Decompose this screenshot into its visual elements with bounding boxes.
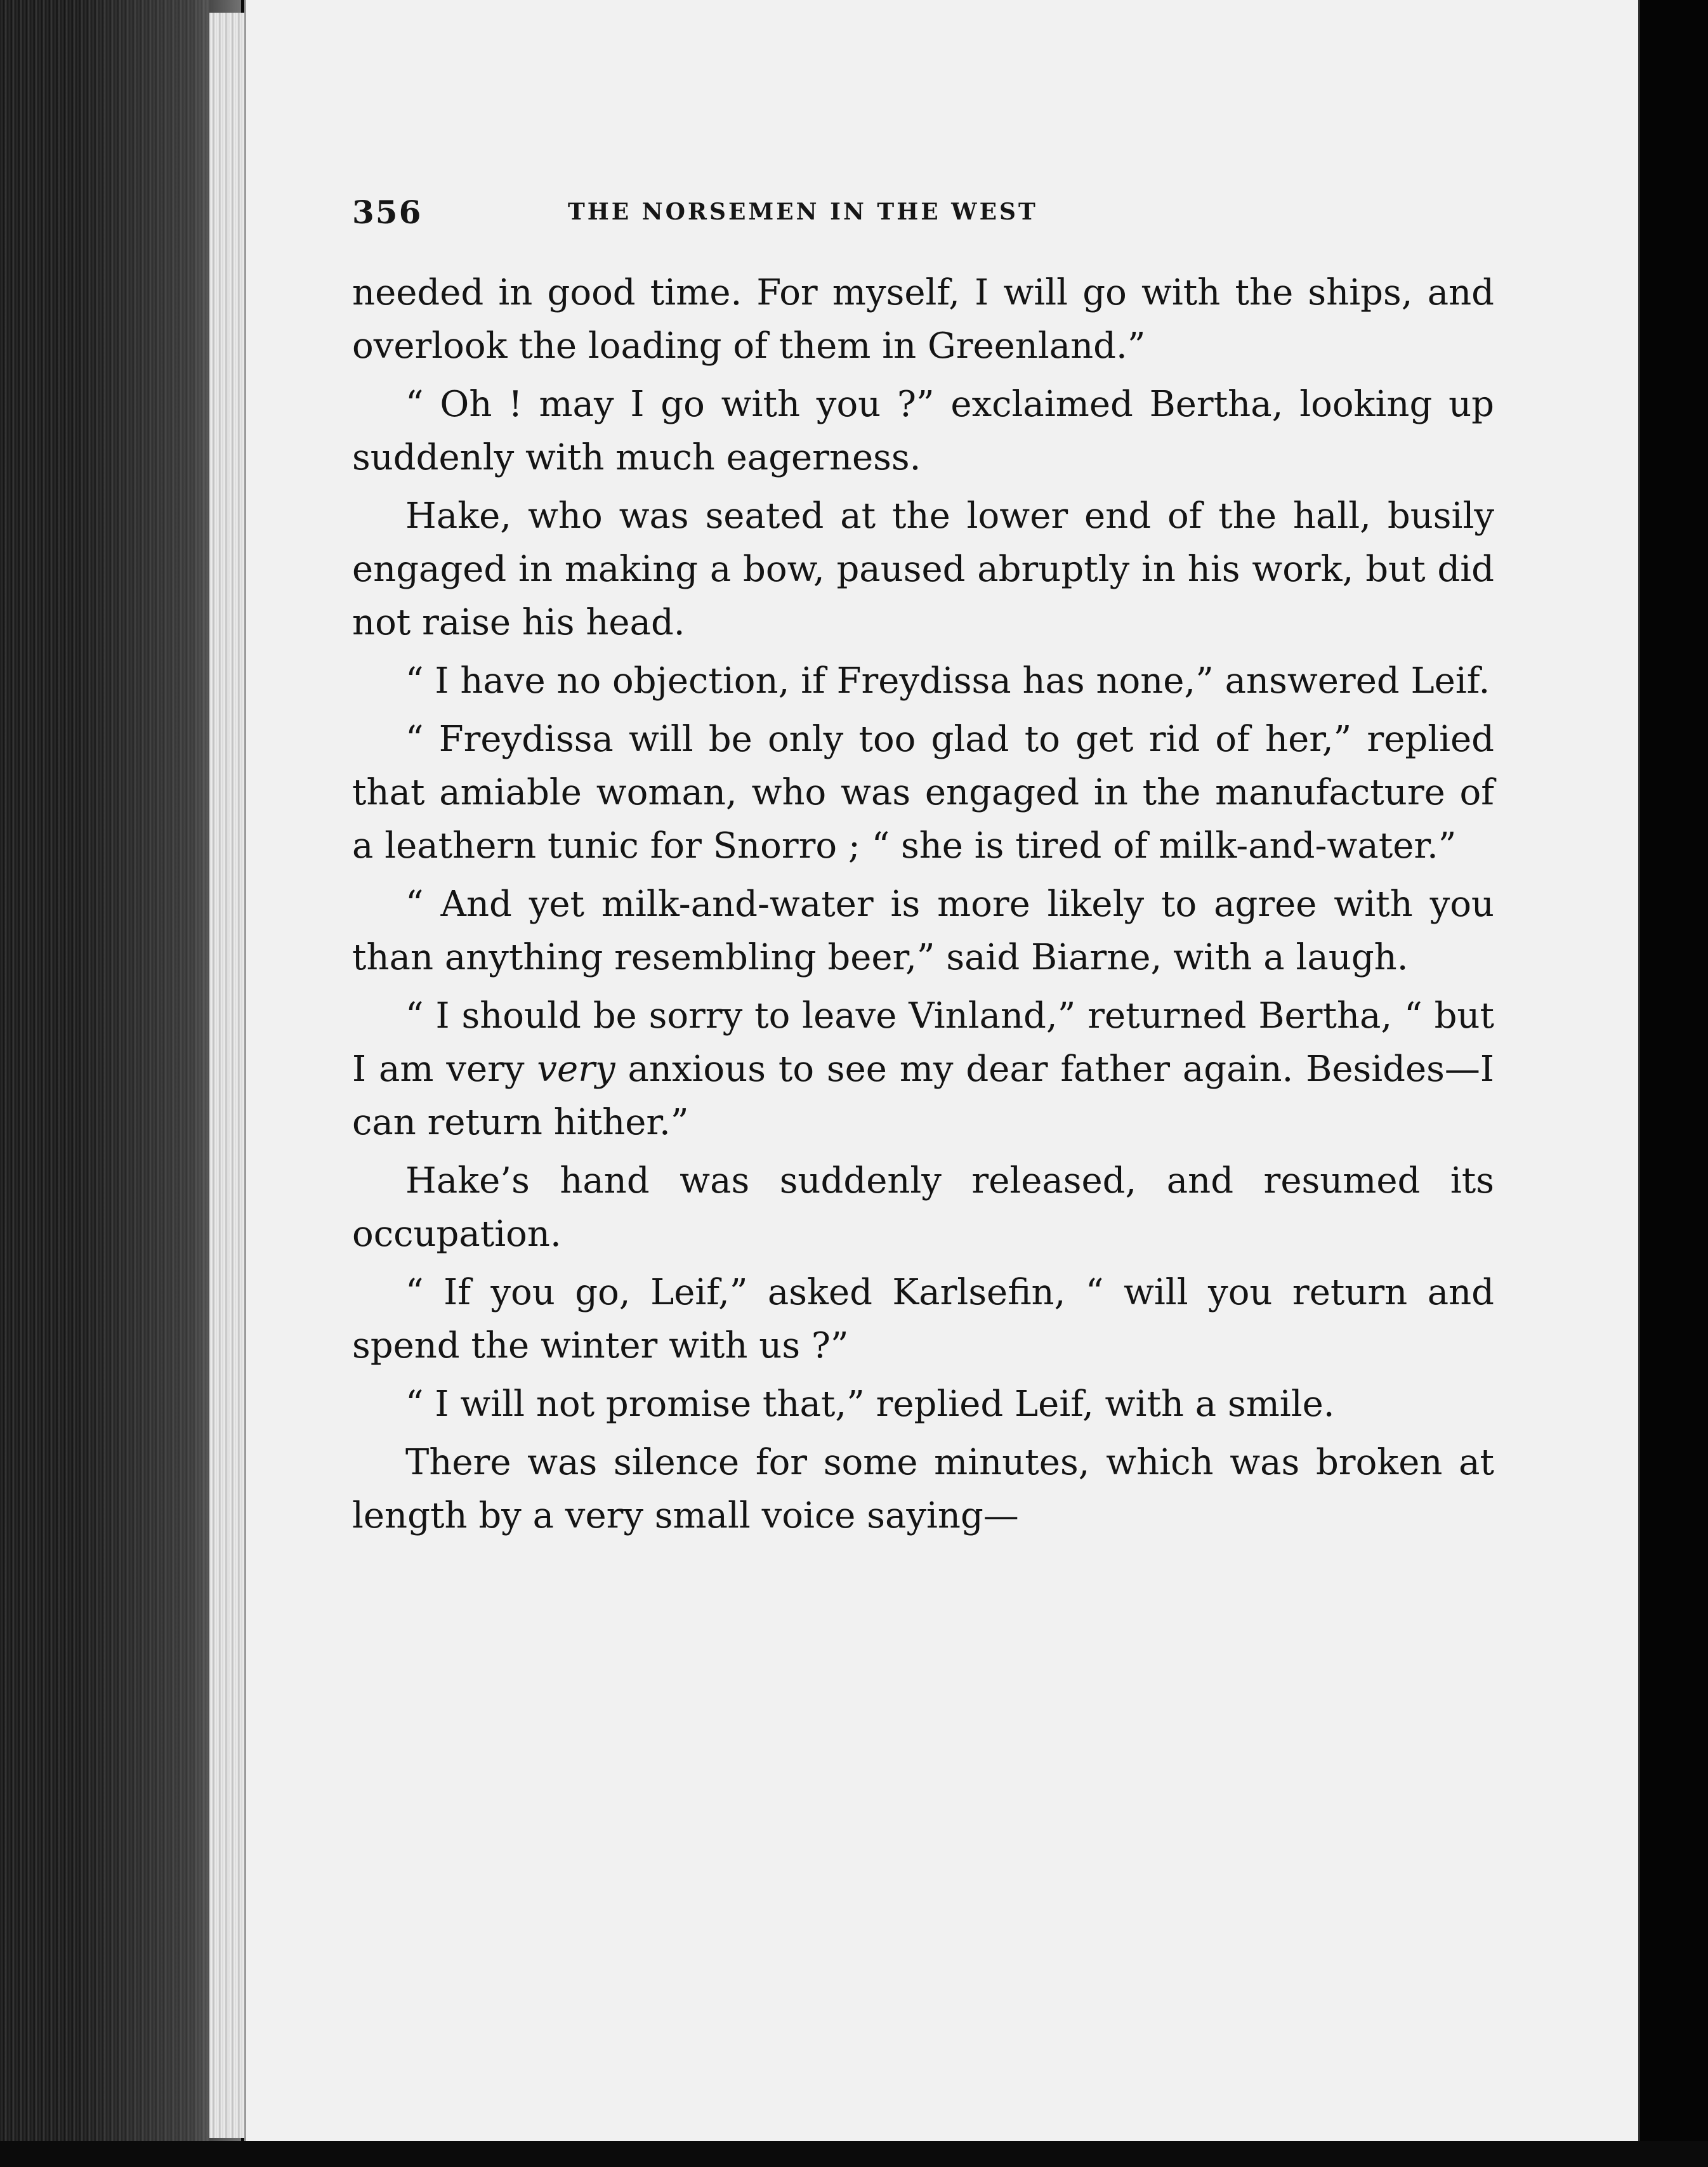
page-header: [352, 193, 1291, 238]
page-number: 356: [352, 193, 423, 231]
paragraph-text: anxious to see my dear father again. Besides—I can return hither.”: [352, 1049, 1494, 1143]
paragraph: Hake’s hand was suddenly released, and resumed its occupation.: [352, 1160, 1494, 1255]
paragraph: needed in good time. For myself, I will go with the ships, and overlook the loading of them in Greenland.”: [352, 272, 1494, 367]
paragraph: “ If you go, Leif,” asked Karlsefin, “ will you return and spend the winter with us ?”: [352, 1272, 1494, 1366]
page-stack-edges: [209, 13, 247, 2138]
paragraph: Hake, who was seated at the lower end of the hall, busily engaged in making a bow, paused abruptly in his work, but did not raise his head.: [352, 495, 1494, 643]
paragraph: “ And yet milk-and-water is more likely to agree with you than anything resembling beer,” said Biarne, with a laugh.: [352, 884, 1494, 978]
paragraph: “ I have no objection, if Freydissa has none,” answered Leif.: [405, 660, 1490, 702]
emphasized-word: very: [537, 1049, 615, 1090]
right-dark-margin: [1640, 0, 1708, 2167]
paragraph: “ Freydissa will be only too glad to get rid of her,” replied that amiable woman, who was engaged in the manufacture of a leathern tunic for Snorro ; “ she is tired of milk-and-water.”: [352, 719, 1494, 867]
body-text: [352, 266, 1494, 1548]
paragraph-text: “ I should be sorry to leave Vinland,” returned Bertha, “ but I am very: [352, 995, 1494, 1090]
paragraph: “ I will not promise that,” replied Leif, with a smile.: [405, 1384, 1335, 1425]
bottom-dark-margin: [0, 2141, 1708, 2167]
paragraph: There was silence for some minutes, which was broken at length by a very small voice saying—: [352, 1442, 1494, 1536]
running-head: THE NORSEMEN IN THE WEST: [568, 199, 1038, 225]
paragraph: [352, 990, 1494, 1149]
paragraph: “ Oh ! may I go with you ?” exclaimed Bertha, looking up suddenly with much eagerness.: [352, 384, 1494, 478]
